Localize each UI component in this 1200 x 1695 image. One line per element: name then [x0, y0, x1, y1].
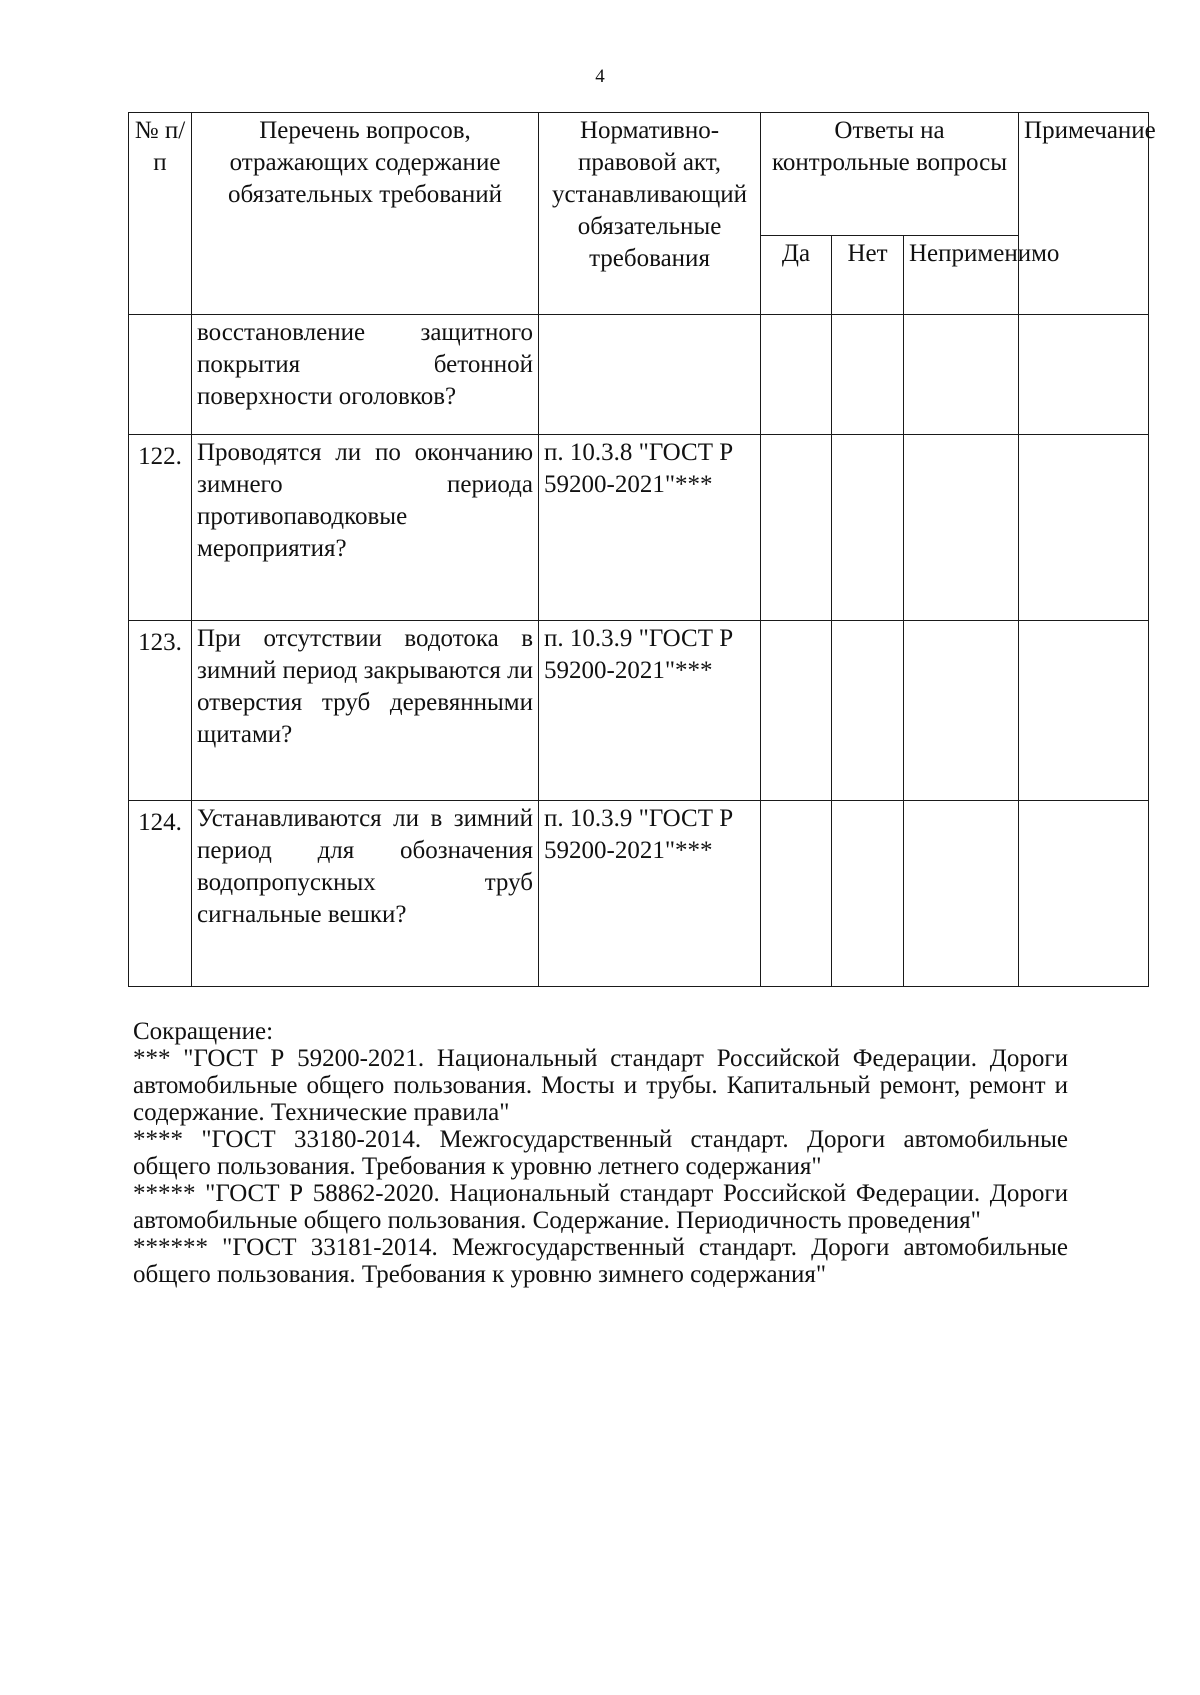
table-row — [129, 801, 1149, 987]
row-act: п. 10.3.8 "ГОСТ Р 59200-2021"*** — [539, 435, 761, 621]
row-answer-na — [904, 435, 1019, 621]
row-answer-na — [904, 315, 1019, 435]
row-question: Проводятся ли по окончанию зимнего периода противопаводковые мероприятия? — [192, 435, 539, 621]
header-act: Нормативно-правовой акт, устанавливающий обязательные требования — [539, 113, 761, 315]
row-note — [1019, 621, 1149, 801]
header-yes: Да — [761, 236, 832, 315]
row-answer-no — [832, 621, 904, 801]
table-row — [129, 435, 1149, 621]
row-question: При отсутствии водотока в зимний период закрываются ли отверстия труб деревянными щитами? — [192, 621, 539, 801]
header-no: Нет — [832, 236, 904, 315]
header-answers: Ответы на контрольные вопросы — [761, 113, 1019, 236]
row-act: п. 10.3.9 "ГОСТ Р 59200-2021"*** — [539, 801, 761, 987]
row-act: п. 10.3.9 "ГОСТ Р 59200-2021"*** — [539, 621, 761, 801]
row-question: Устанавливаются ли в зимний период для обозначения водопропускных труб сигнальные вешки? — [192, 801, 539, 987]
row-answer-yes — [761, 435, 832, 621]
abbreviation-item: ****** "ГОСТ 33181-2014. Межгосударственный стандарт. Дороги автомобильные общего пользования. Требования к уровню зимнего содержания" — [133, 1234, 1068, 1288]
abbreviations-title: Сокращение: — [133, 1018, 274, 1045]
page-number: 4 — [595, 66, 605, 87]
row-note — [1019, 435, 1149, 621]
row-answer-no — [832, 315, 904, 435]
row-answer-na — [904, 621, 1019, 801]
header-na: Неприменимо — [904, 236, 1019, 315]
row-num: 123. — [129, 621, 192, 801]
row-answer-no — [832, 801, 904, 987]
row-act — [539, 315, 761, 435]
row-answer-yes — [761, 315, 832, 435]
row-note — [1019, 801, 1149, 987]
header-note: Примечание — [1019, 113, 1149, 315]
abbreviation-item: **** "ГОСТ 33180-2014. Межгосударственный стандарт. Дороги автомобильные общего пользования. Требования к уровню летнего содержания" — [133, 1126, 1068, 1180]
row-num: 124. — [129, 801, 192, 987]
row-question: восстановление защитного покрытия бетонной поверхности оголовков? — [192, 315, 539, 435]
row-note — [1019, 315, 1149, 435]
checklist-table — [128, 112, 1156, 987]
abbreviation-item: *** "ГОСТ Р 59200-2021. Национальный стандарт Российской Федерации. Дороги автомобильные общего пользования. Мосты и трубы. Капитальный ремонт, ремонт и содержание. Технические правила" — [133, 1045, 1068, 1126]
table-header-row — [129, 113, 1149, 236]
row-answer-no — [832, 435, 904, 621]
row-num — [129, 315, 192, 435]
row-answer-yes — [761, 801, 832, 987]
header-questions: Перечень вопросов, отражающих содержание обязательных требований — [192, 113, 539, 315]
abbreviation-item: ***** "ГОСТ Р 58862-2020. Национальный стандарт Российской Федерации. Дороги автомобильные общего пользования. Содержание. Периодичность проведения" — [133, 1180, 1068, 1234]
row-num: 122. — [129, 435, 192, 621]
header-num: № п/п — [129, 113, 192, 315]
abbreviations-block — [133, 1018, 1068, 1288]
row-answer-na — [904, 801, 1019, 987]
row-answer-yes — [761, 621, 832, 801]
table-row — [129, 315, 1149, 435]
table-row — [129, 621, 1149, 801]
